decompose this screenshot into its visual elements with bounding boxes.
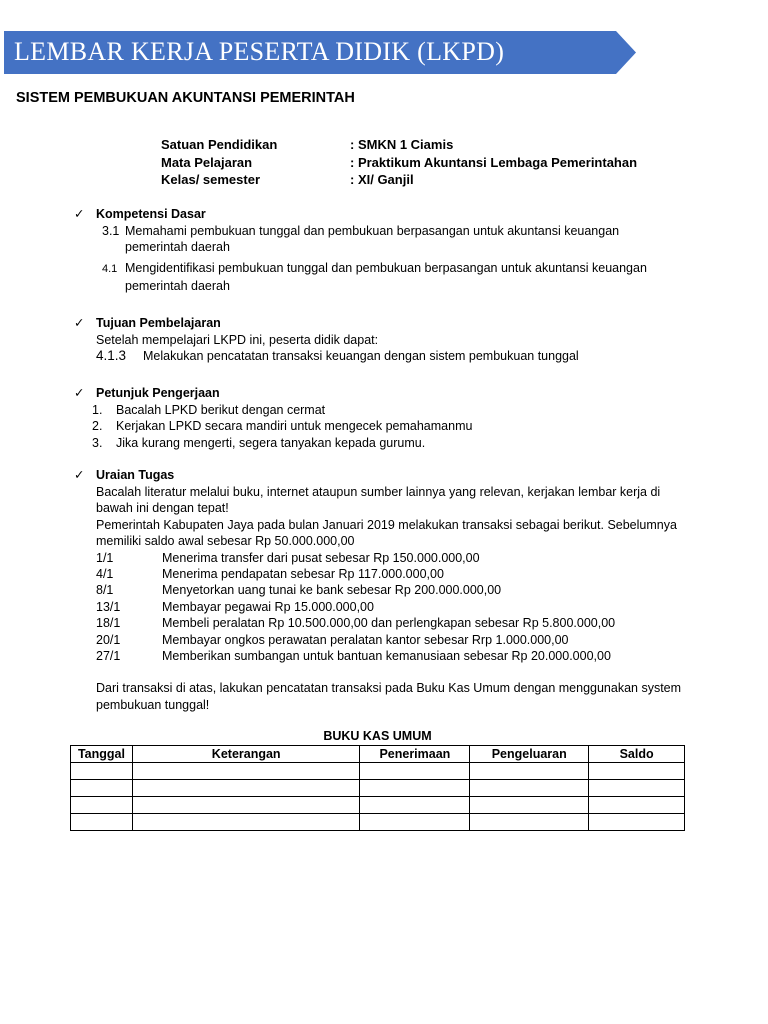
transaction-desc: Membayar ongkos perawatan peralatan kantor sebesar Rrp 1.000.000,00 — [162, 632, 569, 647]
petunjuk-section — [74, 385, 472, 451]
checkmark-icon: ✓ — [74, 386, 85, 400]
uraian-closing-line: pembukuan tunggal! — [96, 697, 210, 712]
transaction-desc: Membeli peralatan Rp 10.500.000,00 dan perlengkapan sebesar Rp 5.800.000,00 — [162, 616, 616, 631]
uraian-paragraph-line: Pemerintah Kabupaten Jaya pada bulan Januari 2019 melakukan transaksi sebagai berikut. Sebelumnya — [96, 517, 677, 532]
empty-cell[interactable] — [470, 780, 589, 797]
transaction-desc: Memberikan sumbangan untuk bantuan kemanusiaan sebesar Rp 20.000.000,00 — [162, 648, 611, 663]
title-banner — [4, 31, 636, 74]
petunjuk-item: 1. Bacalah LPKD berikut dengan cermat — [92, 402, 326, 417]
transaction-desc: Membayar pegawai Rp 15.000.000,00 — [162, 599, 374, 614]
checkmark-icon: ✓ — [74, 316, 85, 330]
empty-cell[interactable] — [360, 763, 470, 780]
column-header: Tanggal — [71, 746, 133, 763]
transaction-date: 20/1 — [96, 632, 121, 647]
empty-cell[interactable] — [71, 814, 133, 831]
uraian-heading: ✓ Uraian Tugas — [74, 468, 175, 482]
transaction-date: 4/1 — [96, 566, 114, 581]
empty-cell[interactable] — [589, 814, 685, 831]
transaction-date: 8/1 — [96, 583, 114, 598]
empty-cell[interactable] — [589, 797, 685, 814]
empty-cell[interactable] — [360, 797, 470, 814]
transaction-row — [96, 615, 700, 631]
transaction-date: 1/1 — [96, 550, 114, 565]
column-header: Keterangan — [132, 746, 359, 763]
uraian-body — [96, 484, 700, 713]
empty-cell[interactable] — [71, 763, 133, 780]
kd-item: 3.1 Memahami pembukuan tunggal dan pembukuan berpasangan untuk akuntansi keuangan — [102, 223, 620, 238]
transaction-date: 18/1 — [96, 616, 121, 631]
column-header: Pengeluaran — [470, 746, 589, 763]
empty-cell[interactable] — [132, 797, 359, 814]
empty-cell[interactable] — [132, 780, 359, 797]
document-subtitle: SISTEM PEMBUKUAN AKUNTANSI PEMERINTAH — [16, 90, 355, 106]
identity-value: : XI/ Ganjil — [350, 172, 414, 187]
bku-title: BUKU KAS UMUM — [323, 729, 432, 743]
transaction-row — [96, 599, 700, 615]
transaction-row — [96, 632, 700, 648]
tujuan-item: 4.1.3 Melakukan pencatatan transaksi keuangan dengan sistem pembukuan tunggal — [96, 348, 579, 363]
petunjuk-heading: ✓ Petunjuk Pengerjaan — [74, 386, 220, 400]
uraian-paragraph-line: bawah ini dengan tepat! — [96, 501, 229, 516]
empty-cell[interactable] — [132, 763, 359, 780]
table-row — [71, 763, 685, 780]
uraian-section — [74, 467, 174, 484]
identity-value: : SMKN 1 Ciamis — [350, 137, 454, 152]
transaction-desc: Menerima transfer dari pusat sebesar Rp 150.000.000,00 — [162, 550, 480, 565]
transaction-row — [96, 648, 700, 664]
checkmark-icon: ✓ — [74, 468, 85, 482]
empty-cell[interactable] — [71, 797, 133, 814]
identity-label: Satuan Pendidikan — [161, 137, 278, 152]
empty-cell[interactable] — [470, 814, 589, 831]
empty-cell[interactable] — [360, 780, 470, 797]
table-row — [71, 814, 685, 831]
transaction-row — [96, 566, 700, 582]
transaction-desc: Menyetorkan uang tunai ke bank sebesar Rp 200.000.000,00 — [162, 583, 502, 598]
identity-row — [161, 171, 637, 189]
page-title: LEMBAR KERJA PESERTA DIDIK (LKPD) — [14, 37, 505, 66]
kd-item: 4.1 Mengidentifikasi pembukuan tunggal dan pembukuan berpasangan untuk akuntansi keuangan — [102, 260, 647, 275]
empty-cell[interactable] — [360, 814, 470, 831]
empty-cell[interactable] — [589, 763, 685, 780]
petunjuk-item: 2. Kerjakan LPKD secara mandiri untuk mengecek pemahamanmu — [92, 419, 473, 433]
identity-label: Mata Pelajaran — [161, 154, 253, 170]
identity-label: Kelas/ semester — [161, 172, 261, 187]
empty-cell[interactable] — [470, 797, 589, 814]
transaction-desc: Menerima pendapatan sebesar Rp 117.000.000,00 — [162, 566, 444, 581]
empty-cell[interactable] — [470, 763, 589, 780]
transaction-row — [96, 582, 700, 598]
kd-item-continuation: pemerintah daerah — [125, 279, 230, 293]
empty-cell[interactable] — [71, 780, 133, 797]
uraian-closing-line: Dari transaksi di atas, lakukan pencatatan transaksi pada Buku Kas Umum dengan menggunakan system — [96, 681, 682, 696]
identity-row — [161, 136, 637, 154]
identity-value: : Praktikum Akuntansi Lembaga Pemerintahan — [350, 154, 638, 170]
buku-kas-umum-table — [70, 745, 685, 831]
tujuan-section — [74, 315, 579, 365]
petunjuk-item: 3. Jika kurang mengerti, segera tanyakan kepada gurumu. — [92, 435, 426, 450]
empty-cell[interactable] — [132, 814, 359, 831]
tujuan-intro: Setelah mempelajari LKPD ini, peserta didik dapat: — [96, 332, 379, 347]
uraian-paragraph-line: memiliki saldo awal sebesar Rp 50.000.000,00 — [96, 534, 355, 549]
kd-item-continuation: pemerintah daerah — [125, 240, 230, 254]
transaction-row — [96, 550, 700, 566]
column-header: Saldo — [589, 746, 685, 763]
checkmark-icon: ✓ — [74, 207, 85, 221]
identity-table — [161, 136, 637, 189]
column-header: Penerimaan — [360, 746, 470, 763]
uraian-paragraph-line: Bacalah literatur melalui buku, internet ataupun sumber lainnya yang relevan, kerjakan lembar kerja di — [96, 485, 661, 499]
kompetensi-heading: ✓ Kompetensi Dasar — [74, 207, 206, 221]
empty-cell[interactable] — [589, 780, 685, 797]
kompetensi-section — [74, 206, 647, 295]
table-row — [71, 797, 685, 814]
tujuan-heading: ✓ Tujuan Pembelajaran — [74, 316, 221, 330]
transaction-date: 27/1 — [96, 648, 121, 663]
transaction-date: 13/1 — [96, 599, 121, 614]
identity-row — [161, 154, 637, 172]
table-header-row — [71, 746, 685, 763]
table-row — [71, 780, 685, 797]
